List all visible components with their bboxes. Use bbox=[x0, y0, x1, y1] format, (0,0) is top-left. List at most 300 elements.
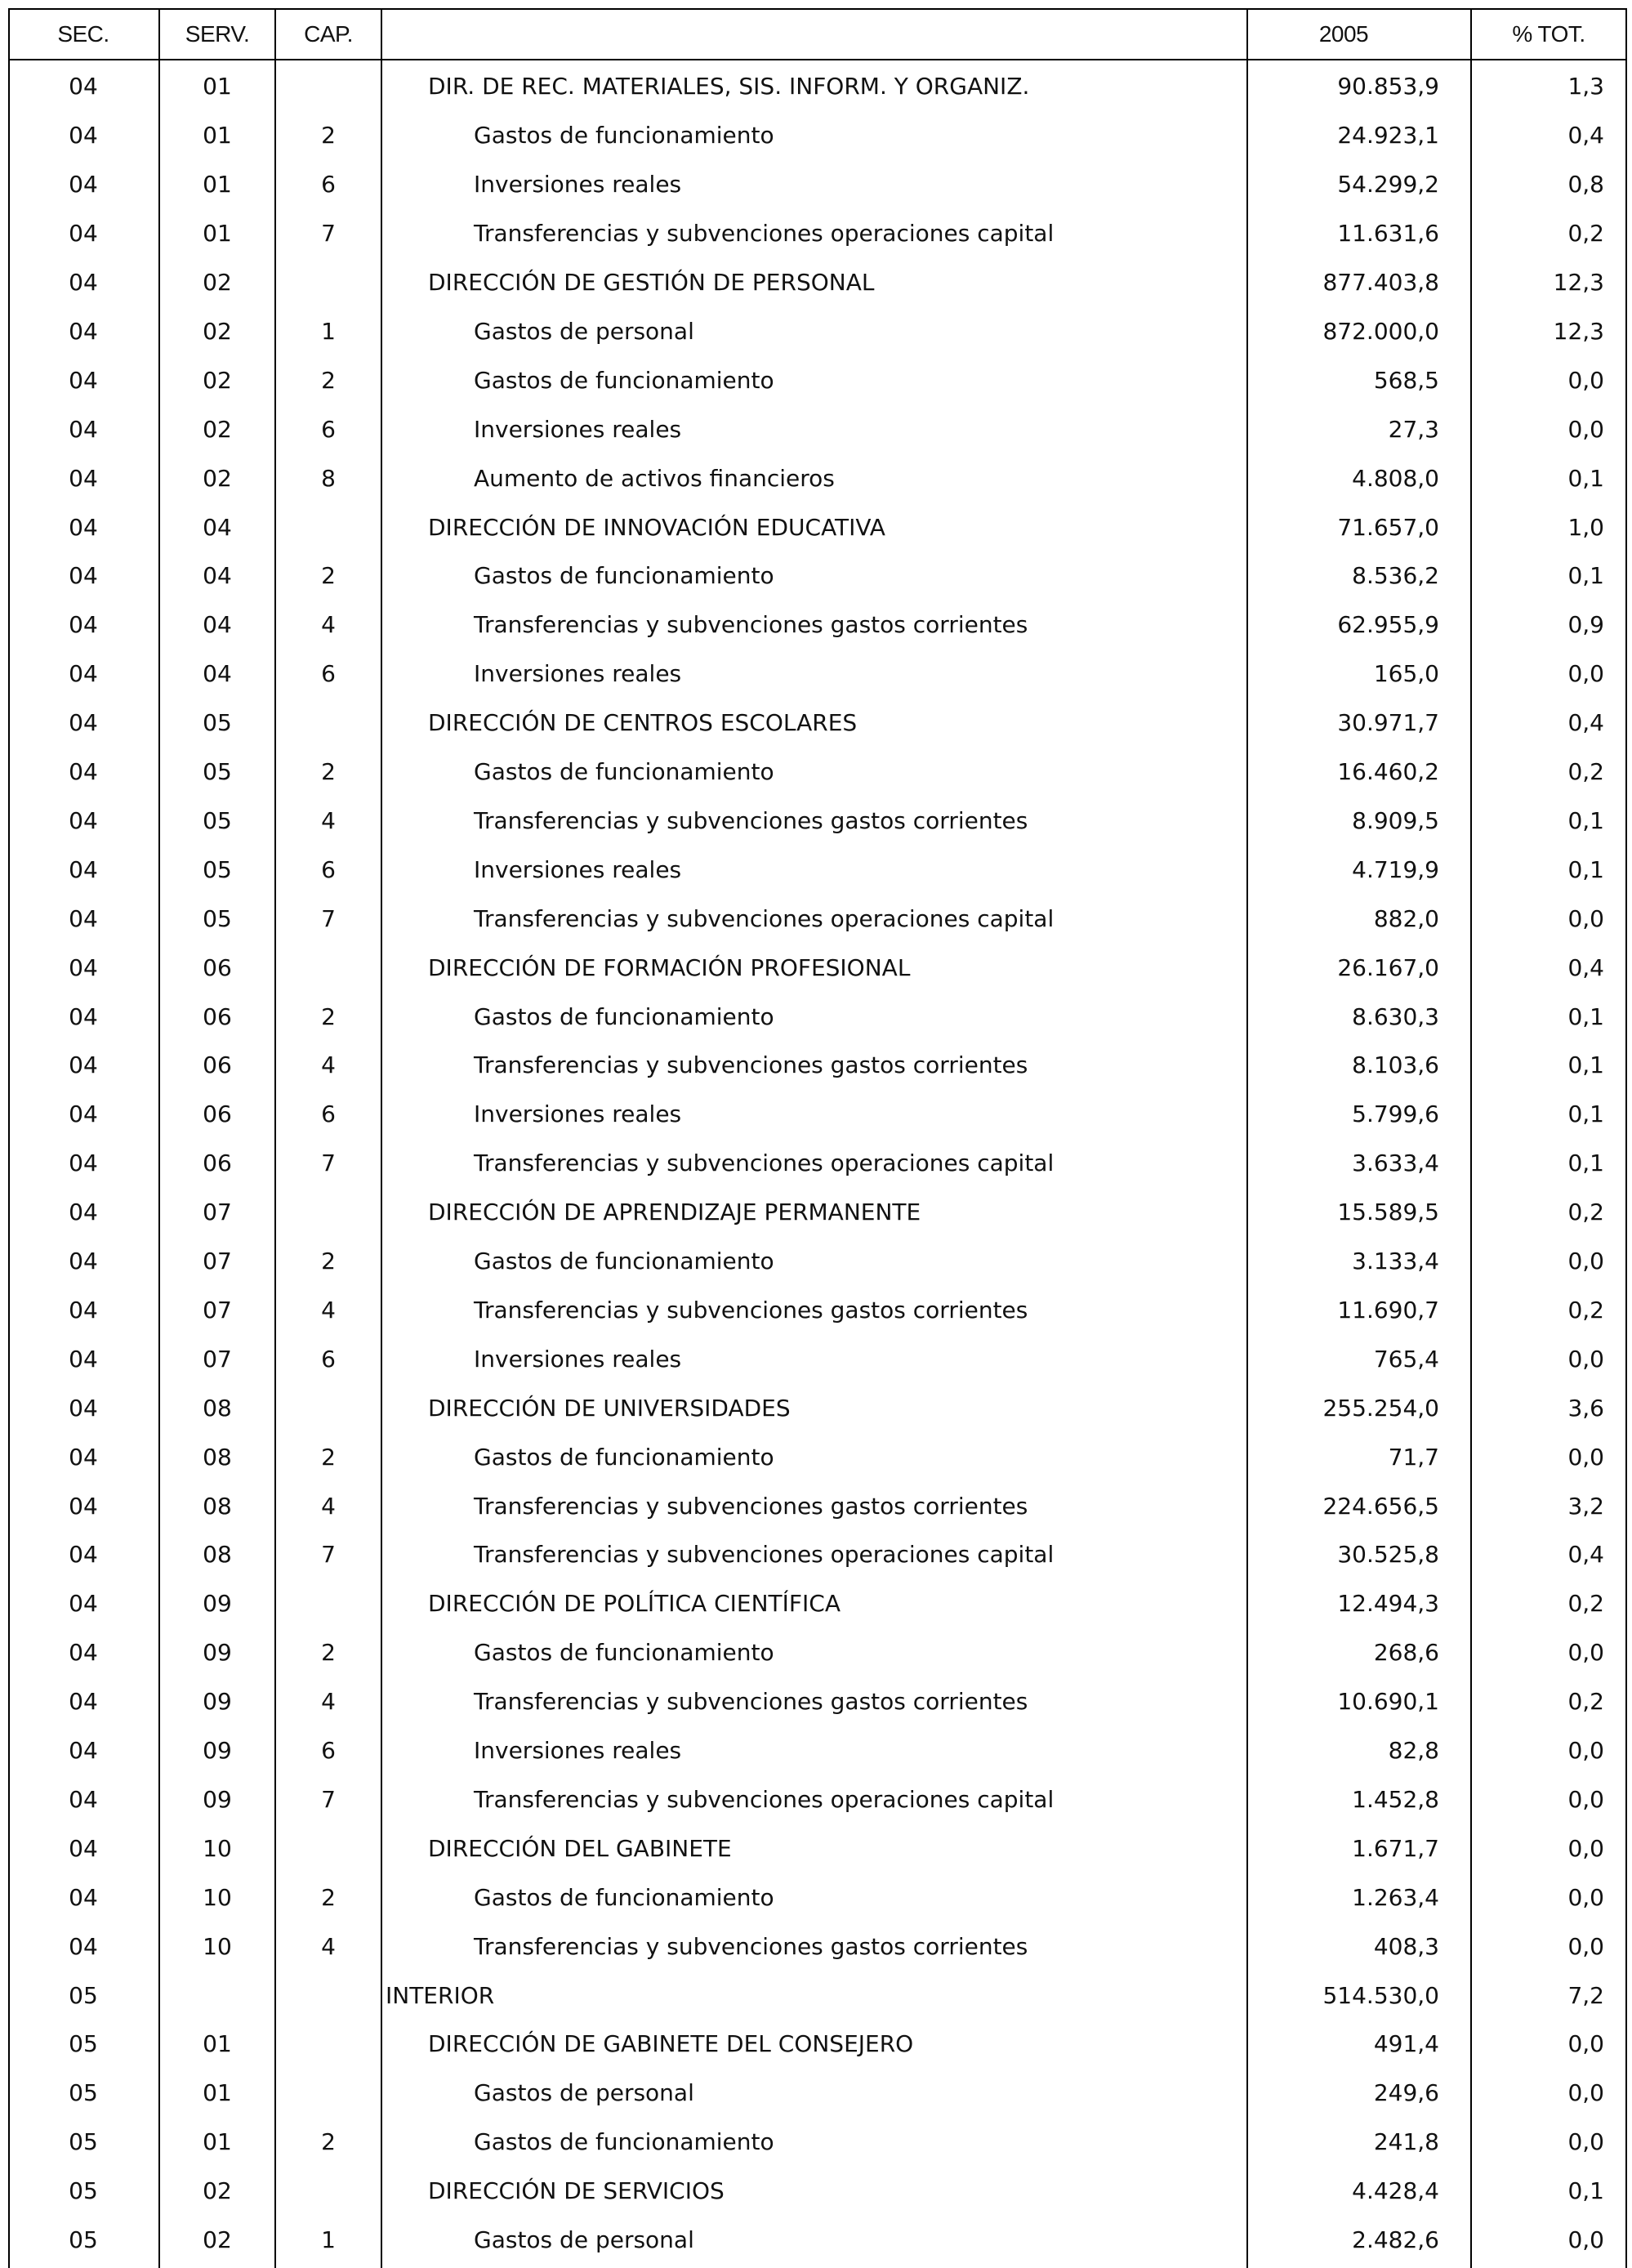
cell-sec: 04 bbox=[69, 758, 98, 786]
cell-serv: 06 bbox=[203, 1101, 232, 1128]
cell-serv: 04 bbox=[203, 513, 232, 541]
cell-pct: 0,1 bbox=[1567, 464, 1604, 492]
cell-serv: 01 bbox=[203, 220, 232, 248]
cell-description-text: Inversiones reales bbox=[474, 1345, 682, 1373]
cell-cap: 2 bbox=[321, 1002, 336, 1030]
cell-description-text: Transferencias y subvenciones gastos corrientes bbox=[474, 1296, 1028, 1324]
cell-serv: 05 bbox=[203, 855, 232, 883]
cell-serv: 07 bbox=[203, 1199, 232, 1226]
cell-pct: 0,0 bbox=[1567, 1834, 1604, 1862]
cell-pct: 0,0 bbox=[1567, 2030, 1604, 2058]
cell-amount: 4.808,0 bbox=[1352, 464, 1439, 492]
cell-description-text: Transferencias y subvenciones operaciones capital bbox=[474, 904, 1055, 932]
cell-pct: 0,0 bbox=[1567, 1785, 1604, 1813]
table-row bbox=[0, 1383, 1632, 1432]
cell-cap bbox=[276, 62, 381, 111]
cell-cap: 7 bbox=[321, 1150, 336, 1177]
table-header bbox=[0, 10, 1632, 59]
cell-cap: 2 bbox=[321, 758, 336, 786]
table-row bbox=[0, 1971, 1632, 2020]
cell-amount: 4.428,4 bbox=[1352, 2177, 1439, 2205]
table-row bbox=[0, 650, 1632, 699]
cell-description bbox=[382, 1090, 1246, 1139]
cell-description-text: Inversiones reales bbox=[474, 1737, 682, 1765]
cell-sec: 04 bbox=[69, 1883, 98, 1911]
table-row bbox=[0, 111, 1632, 160]
cell-cap: 6 bbox=[321, 1101, 336, 1128]
cell-sec: 04 bbox=[69, 122, 98, 150]
cell-description-text: Gastos de funcionamiento bbox=[474, 2128, 774, 2156]
cell-cap bbox=[276, 1383, 381, 1432]
cell-pct: 0,2 bbox=[1567, 1590, 1604, 1618]
cell-description bbox=[382, 111, 1246, 160]
cell-sec: 04 bbox=[69, 1101, 98, 1128]
cell-description-text: Inversiones reales bbox=[474, 660, 682, 688]
cell-amount: 408,3 bbox=[1373, 1932, 1439, 1960]
table-row bbox=[0, 845, 1632, 894]
cell-cap: 2 bbox=[321, 366, 336, 394]
cell-description-text: Inversiones reales bbox=[474, 415, 682, 443]
cell-serv: 08 bbox=[203, 1492, 232, 1520]
cell-cap bbox=[276, 1971, 381, 2020]
cell-serv: 10 bbox=[203, 1834, 232, 1862]
table-row bbox=[0, 1922, 1632, 1971]
cell-sec: 04 bbox=[69, 855, 98, 883]
cell-sec: 05 bbox=[69, 2030, 98, 2058]
cell-serv: 01 bbox=[203, 2079, 232, 2107]
cell-description bbox=[382, 1922, 1246, 1971]
cell-amount: 2.482,6 bbox=[1352, 2226, 1439, 2254]
cell-description-text: DIRECCIÓN DE APRENDIZAJE PERMANENTE bbox=[428, 1199, 921, 1226]
cell-sec: 04 bbox=[69, 1932, 98, 1960]
cell-amount: 26.167,0 bbox=[1337, 953, 1439, 981]
cell-pct: 0,1 bbox=[1567, 1150, 1604, 1177]
cell-amount: 877.403,8 bbox=[1322, 269, 1439, 297]
cell-description-text: DIRECCIÓN DE INNOVACIÓN EDUCATIVA bbox=[428, 513, 885, 541]
cell-pct: 0,0 bbox=[1567, 1932, 1604, 1960]
cell-cap: 6 bbox=[321, 1345, 336, 1373]
cell-description-text: INTERIOR bbox=[386, 1981, 495, 2009]
cell-description-text: Gastos de personal bbox=[474, 317, 694, 345]
cell-description bbox=[382, 1139, 1246, 1188]
cell-serv: 08 bbox=[203, 1394, 232, 1422]
cell-pct: 0,9 bbox=[1567, 611, 1604, 639]
cell-amount: 11.631,6 bbox=[1337, 220, 1439, 248]
cell-sec: 04 bbox=[69, 1002, 98, 1030]
cell-pct: 0,0 bbox=[1567, 2079, 1604, 2107]
header-year: 2005 bbox=[1318, 21, 1369, 47]
cell-description bbox=[382, 551, 1246, 600]
cell-cap bbox=[276, 2069, 381, 2118]
cell-description bbox=[382, 355, 1246, 404]
cell-pct: 0,1 bbox=[1567, 855, 1604, 883]
cell-serv: 05 bbox=[203, 904, 232, 932]
cell-sec: 05 bbox=[69, 2177, 98, 2205]
cell-sec: 04 bbox=[69, 73, 98, 100]
cell-amount: 10.690,1 bbox=[1337, 1688, 1439, 1716]
cell-cap: 7 bbox=[321, 1785, 336, 1813]
cell-description-text: DIR. DE REC. MATERIALES, SIS. INFORM. Y ORGANIZ. bbox=[428, 73, 1030, 100]
cell-sec: 04 bbox=[69, 1590, 98, 1618]
cell-serv: 10 bbox=[203, 1932, 232, 1960]
cell-cap: 4 bbox=[321, 1492, 336, 1520]
table-row bbox=[0, 1726, 1632, 1775]
cell-cap: 2 bbox=[321, 1883, 336, 1911]
cell-description bbox=[382, 1530, 1246, 1579]
cell-cap: 8 bbox=[321, 464, 336, 492]
cell-description-text: Gastos de funcionamiento bbox=[474, 1248, 774, 1275]
cell-pct: 12,3 bbox=[1553, 317, 1604, 345]
table-row bbox=[0, 699, 1632, 748]
table-row bbox=[0, 748, 1632, 797]
cell-description bbox=[382, 1383, 1246, 1432]
cell-serv: 01 bbox=[203, 73, 232, 100]
cell-serv: 02 bbox=[203, 464, 232, 492]
cell-pct: 0,0 bbox=[1567, 415, 1604, 443]
cell-pct: 0,2 bbox=[1567, 1688, 1604, 1716]
table-row bbox=[0, 1188, 1632, 1237]
cell-amount: 30.971,7 bbox=[1337, 709, 1439, 737]
cell-cap bbox=[276, 2167, 381, 2216]
cell-cap: 1 bbox=[321, 317, 336, 345]
cell-description bbox=[382, 699, 1246, 748]
cell-serv: 06 bbox=[203, 1002, 232, 1030]
table-row bbox=[0, 1628, 1632, 1677]
cell-amount: 1.263,4 bbox=[1352, 1883, 1439, 1911]
cell-amount: 8.536,2 bbox=[1352, 562, 1439, 590]
cell-description bbox=[382, 404, 1246, 453]
cell-sec: 04 bbox=[69, 513, 98, 541]
cell-description bbox=[382, 1628, 1246, 1677]
table-row bbox=[0, 404, 1632, 453]
cell-cap bbox=[276, 1824, 381, 1873]
cell-cap: 2 bbox=[321, 2128, 336, 2156]
cell-description-text: Inversiones reales bbox=[474, 171, 682, 199]
cell-cap bbox=[276, 502, 381, 551]
cell-amount: 255.254,0 bbox=[1322, 1394, 1439, 1422]
cell-amount: 872.000,0 bbox=[1322, 317, 1439, 345]
cell-description-text: Inversiones reales bbox=[474, 1101, 682, 1128]
cell-pct: 0,2 bbox=[1567, 1296, 1604, 1324]
cell-serv: 09 bbox=[203, 1688, 232, 1716]
cell-amount: 882,0 bbox=[1373, 904, 1439, 932]
table-row bbox=[0, 1286, 1632, 1335]
cell-pct: 0,2 bbox=[1567, 220, 1604, 248]
table-row bbox=[0, 1237, 1632, 1286]
cell-amount: 5.799,6 bbox=[1352, 1101, 1439, 1128]
cell-sec: 04 bbox=[69, 1394, 98, 1422]
cell-amount: 90.853,9 bbox=[1337, 73, 1439, 100]
cell-description-text: Gastos de funcionamiento bbox=[474, 1883, 774, 1911]
cell-cap bbox=[276, 1579, 381, 1628]
cell-description bbox=[382, 650, 1246, 699]
header-pct: % TOT. bbox=[1512, 21, 1585, 47]
cell-amount: 8.630,3 bbox=[1352, 1002, 1439, 1030]
table-row bbox=[0, 2118, 1632, 2167]
table-row bbox=[0, 502, 1632, 551]
cell-cap: 7 bbox=[321, 220, 336, 248]
cell-cap bbox=[276, 699, 381, 748]
cell-amount: 8.909,5 bbox=[1352, 806, 1439, 834]
cell-serv: 05 bbox=[203, 806, 232, 834]
cell-description-text: Transferencias y subvenciones gastos corrientes bbox=[474, 1688, 1028, 1716]
cell-description bbox=[382, 2216, 1246, 2265]
cell-description-text: Gastos de funcionamiento bbox=[474, 1002, 774, 1030]
cell-pct: 1,0 bbox=[1567, 513, 1604, 541]
cell-description-text: Gastos de funcionamiento bbox=[474, 366, 774, 394]
cell-description-text: DIRECCIÓN DE UNIVERSIDADES bbox=[428, 1394, 791, 1422]
cell-pct: 0,0 bbox=[1567, 2226, 1604, 2254]
cell-pct: 0,0 bbox=[1567, 1639, 1604, 1667]
cell-amount: 1.671,7 bbox=[1352, 1834, 1439, 1862]
cell-pct: 0,2 bbox=[1567, 1199, 1604, 1226]
cell-sec: 05 bbox=[69, 2128, 98, 2156]
cell-pct: 1,3 bbox=[1567, 73, 1604, 100]
cell-pct: 0,2 bbox=[1567, 758, 1604, 786]
cell-pct: 0,1 bbox=[1567, 562, 1604, 590]
cell-serv: 06 bbox=[203, 1150, 232, 1177]
header-serv: SERV. bbox=[185, 21, 250, 47]
cell-amount: 4.719,9 bbox=[1352, 855, 1439, 883]
cell-amount: 82,8 bbox=[1388, 1737, 1439, 1765]
table-row bbox=[0, 1775, 1632, 1824]
cell-description-text: Transferencias y subvenciones gastos corrientes bbox=[474, 1492, 1028, 1520]
table-row bbox=[0, 1579, 1632, 1628]
header-cap: CAP. bbox=[304, 21, 353, 47]
cell-sec: 04 bbox=[69, 806, 98, 834]
cell-serv: 07 bbox=[203, 1345, 232, 1373]
cell-description-text: Transferencias y subvenciones operaciones capital bbox=[474, 220, 1055, 248]
cell-description-text: DIRECCIÓN DE CENTROS ESCOLARES bbox=[428, 709, 858, 737]
table-row bbox=[0, 2167, 1632, 2216]
cell-serv: 09 bbox=[203, 1785, 232, 1813]
cell-sec: 04 bbox=[69, 1345, 98, 1373]
cell-sec: 04 bbox=[69, 1150, 98, 1177]
cell-sec: 04 bbox=[69, 953, 98, 981]
cell-description-text: DIRECCIÓN DE SERVICIOS bbox=[428, 2177, 725, 2205]
table-row bbox=[0, 258, 1632, 307]
cell-description-text: Inversiones reales bbox=[474, 855, 682, 883]
table-row bbox=[0, 453, 1632, 502]
cell-description bbox=[382, 2069, 1246, 2118]
cell-serv: 09 bbox=[203, 1639, 232, 1667]
cell-cap: 4 bbox=[321, 1296, 336, 1324]
table-row bbox=[0, 355, 1632, 404]
cell-sec: 04 bbox=[69, 1492, 98, 1520]
cell-serv: 01 bbox=[203, 171, 232, 199]
cell-sec: 04 bbox=[69, 1834, 98, 1862]
cell-description bbox=[382, 1432, 1246, 1481]
cell-description-text: Gastos de funcionamiento bbox=[474, 1443, 774, 1471]
cell-description-text: DIRECCIÓN DE GABINETE DEL CONSEJERO bbox=[428, 2030, 914, 2058]
table-row bbox=[0, 160, 1632, 209]
cell-pct: 0,1 bbox=[1567, 1002, 1604, 1030]
table-row bbox=[0, 551, 1632, 600]
cell-pct: 0,0 bbox=[1567, 1737, 1604, 1765]
cell-pct: 0,0 bbox=[1567, 2128, 1604, 2156]
cell-cap: 6 bbox=[321, 415, 336, 443]
table-row bbox=[0, 2069, 1632, 2118]
cell-pct: 0,1 bbox=[1567, 1101, 1604, 1128]
cell-sec: 05 bbox=[69, 2079, 98, 2107]
cell-serv: 02 bbox=[203, 2177, 232, 2205]
cell-cap: 7 bbox=[321, 904, 336, 932]
table-row bbox=[0, 1677, 1632, 1726]
cell-sec: 04 bbox=[69, 171, 98, 199]
cell-sec: 04 bbox=[69, 562, 98, 590]
cell-cap: 2 bbox=[321, 122, 336, 150]
cell-cap: 4 bbox=[321, 1932, 336, 1960]
cell-description bbox=[382, 1334, 1246, 1383]
cell-description bbox=[382, 1726, 1246, 1775]
table-row bbox=[0, 62, 1632, 111]
cell-serv: 02 bbox=[203, 317, 232, 345]
cell-cap: 1 bbox=[321, 2226, 336, 2254]
cell-amount: 16.460,2 bbox=[1337, 758, 1439, 786]
cell-description-text: DIRECCIÓN DE POLÍTICA CIENTÍFICA bbox=[428, 1590, 841, 1618]
cell-description bbox=[382, 1041, 1246, 1090]
cell-sec: 05 bbox=[69, 2226, 98, 2254]
cell-serv: 04 bbox=[203, 562, 232, 590]
cell-description bbox=[382, 502, 1246, 551]
table-row bbox=[0, 894, 1632, 943]
cell-description-text: Gastos de personal bbox=[474, 2079, 694, 2107]
cell-sec: 04 bbox=[69, 1199, 98, 1226]
table-row bbox=[0, 1530, 1632, 1579]
cell-serv: 06 bbox=[203, 953, 232, 981]
cell-amount: 71,7 bbox=[1388, 1443, 1439, 1471]
cell-cap bbox=[276, 258, 381, 307]
table-row bbox=[0, 2216, 1632, 2265]
cell-cap bbox=[276, 1188, 381, 1237]
cell-pct: 0,0 bbox=[1567, 1883, 1604, 1911]
cell-serv: 04 bbox=[203, 611, 232, 639]
cell-pct: 0,8 bbox=[1567, 171, 1604, 199]
cell-pct: 12,3 bbox=[1553, 269, 1604, 297]
cell-amount: 491,4 bbox=[1373, 2030, 1439, 2058]
cell-serv: 01 bbox=[203, 122, 232, 150]
cell-pct: 0,1 bbox=[1567, 1051, 1604, 1079]
cell-description-text: DIRECCIÓN DE GESTIÓN DE PERSONAL bbox=[428, 269, 875, 297]
cell-description bbox=[382, 209, 1246, 258]
cell-pct: 3,6 bbox=[1567, 1394, 1604, 1422]
cell-pct: 0,0 bbox=[1567, 1443, 1604, 1471]
cell-amount: 165,0 bbox=[1373, 660, 1439, 688]
cell-serv: 07 bbox=[203, 1248, 232, 1275]
cell-description-text: Gastos de personal bbox=[474, 2226, 694, 2254]
cell-serv: 02 bbox=[203, 366, 232, 394]
cell-serv: 04 bbox=[203, 660, 232, 688]
cell-description bbox=[382, 943, 1246, 992]
cell-sec: 05 bbox=[69, 1981, 98, 2009]
cell-amount: 71.657,0 bbox=[1337, 513, 1439, 541]
cell-sec: 04 bbox=[69, 1785, 98, 1813]
cell-description-text: Transferencias y subvenciones operaciones capital bbox=[474, 1541, 1055, 1569]
cell-amount: 3.133,4 bbox=[1352, 1248, 1439, 1275]
cell-amount: 514.530,0 bbox=[1322, 1981, 1439, 2009]
cell-amount: 1.452,8 bbox=[1352, 1785, 1439, 1813]
table-row bbox=[0, 992, 1632, 1041]
cell-sec: 04 bbox=[69, 1443, 98, 1471]
table-row bbox=[0, 1139, 1632, 1188]
cell-sec: 04 bbox=[69, 366, 98, 394]
table-row bbox=[0, 943, 1632, 992]
cell-sec: 04 bbox=[69, 1541, 98, 1569]
cell-cap: 4 bbox=[321, 1688, 336, 1716]
table-row bbox=[0, 307, 1632, 356]
cell-description-text: Gastos de funcionamiento bbox=[474, 562, 774, 590]
cell-description-text: Transferencias y subvenciones gastos corrientes bbox=[474, 611, 1028, 639]
cell-amount: 30.525,8 bbox=[1337, 1541, 1439, 1569]
cell-serv: 08 bbox=[203, 1443, 232, 1471]
cell-serv: 05 bbox=[203, 709, 232, 737]
cell-description-text: Transferencias y subvenciones gastos corrientes bbox=[474, 806, 1028, 834]
cell-cap: 6 bbox=[321, 1737, 336, 1765]
cell-cap bbox=[276, 2020, 381, 2069]
cell-amount: 268,6 bbox=[1373, 1639, 1439, 1667]
cell-pct: 0,0 bbox=[1567, 1248, 1604, 1275]
cell-pct: 0,4 bbox=[1567, 953, 1604, 981]
cell-amount: 11.690,7 bbox=[1337, 1296, 1439, 1324]
cell-description bbox=[382, 1286, 1246, 1335]
cell-amount: 8.103,6 bbox=[1352, 1051, 1439, 1079]
cell-pct: 7,2 bbox=[1567, 1981, 1604, 2009]
cell-sec: 04 bbox=[69, 464, 98, 492]
cell-sec: 04 bbox=[69, 611, 98, 639]
cell-description bbox=[382, 1188, 1246, 1237]
cell-description-text: Gastos de funcionamiento bbox=[474, 758, 774, 786]
cell-description bbox=[382, 2167, 1246, 2216]
cell-description bbox=[382, 992, 1246, 1041]
table-row bbox=[0, 1432, 1632, 1481]
cell-cap: 2 bbox=[321, 562, 336, 590]
cell-description bbox=[382, 1237, 1246, 1286]
cell-amount: 54.299,2 bbox=[1337, 171, 1439, 199]
cell-pct: 0,0 bbox=[1567, 904, 1604, 932]
cell-cap: 2 bbox=[321, 1248, 336, 1275]
cell-description bbox=[382, 1873, 1246, 1922]
table-row bbox=[0, 2020, 1632, 2069]
cell-sec: 04 bbox=[69, 1051, 98, 1079]
cell-description-text: Transferencias y subvenciones operaciones capital bbox=[474, 1785, 1055, 1813]
cell-serv: 09 bbox=[203, 1737, 232, 1765]
cell-description bbox=[382, 1481, 1246, 1530]
header-bottom-border bbox=[8, 59, 1627, 60]
cell-description bbox=[382, 845, 1246, 894]
cell-description bbox=[382, 1824, 1246, 1873]
cell-serv: 09 bbox=[203, 1590, 232, 1618]
cell-pct: 3,2 bbox=[1567, 1492, 1604, 1520]
header-sec: SEC. bbox=[57, 21, 109, 47]
cell-pct: 0,4 bbox=[1567, 1541, 1604, 1569]
cell-sec: 04 bbox=[69, 709, 98, 737]
cell-description bbox=[382, 2118, 1246, 2167]
cell-cap: 4 bbox=[321, 806, 336, 834]
cell-amount: 62.955,9 bbox=[1337, 611, 1439, 639]
cell-sec: 04 bbox=[69, 1248, 98, 1275]
cell-pct: 0,0 bbox=[1567, 660, 1604, 688]
cell-description bbox=[382, 1579, 1246, 1628]
cell-cap: 4 bbox=[321, 1051, 336, 1079]
cell-amount: 12.494,3 bbox=[1337, 1590, 1439, 1618]
table-row bbox=[0, 1873, 1632, 1922]
cell-amount: 241,8 bbox=[1373, 2128, 1439, 2156]
cell-amount: 15.589,5 bbox=[1337, 1199, 1439, 1226]
cell-sec: 04 bbox=[69, 1639, 98, 1667]
cell-description-text: Transferencias y subvenciones gastos corrientes bbox=[474, 1051, 1028, 1079]
cell-amount: 24.923,1 bbox=[1337, 122, 1439, 150]
cell-description bbox=[382, 62, 1246, 111]
